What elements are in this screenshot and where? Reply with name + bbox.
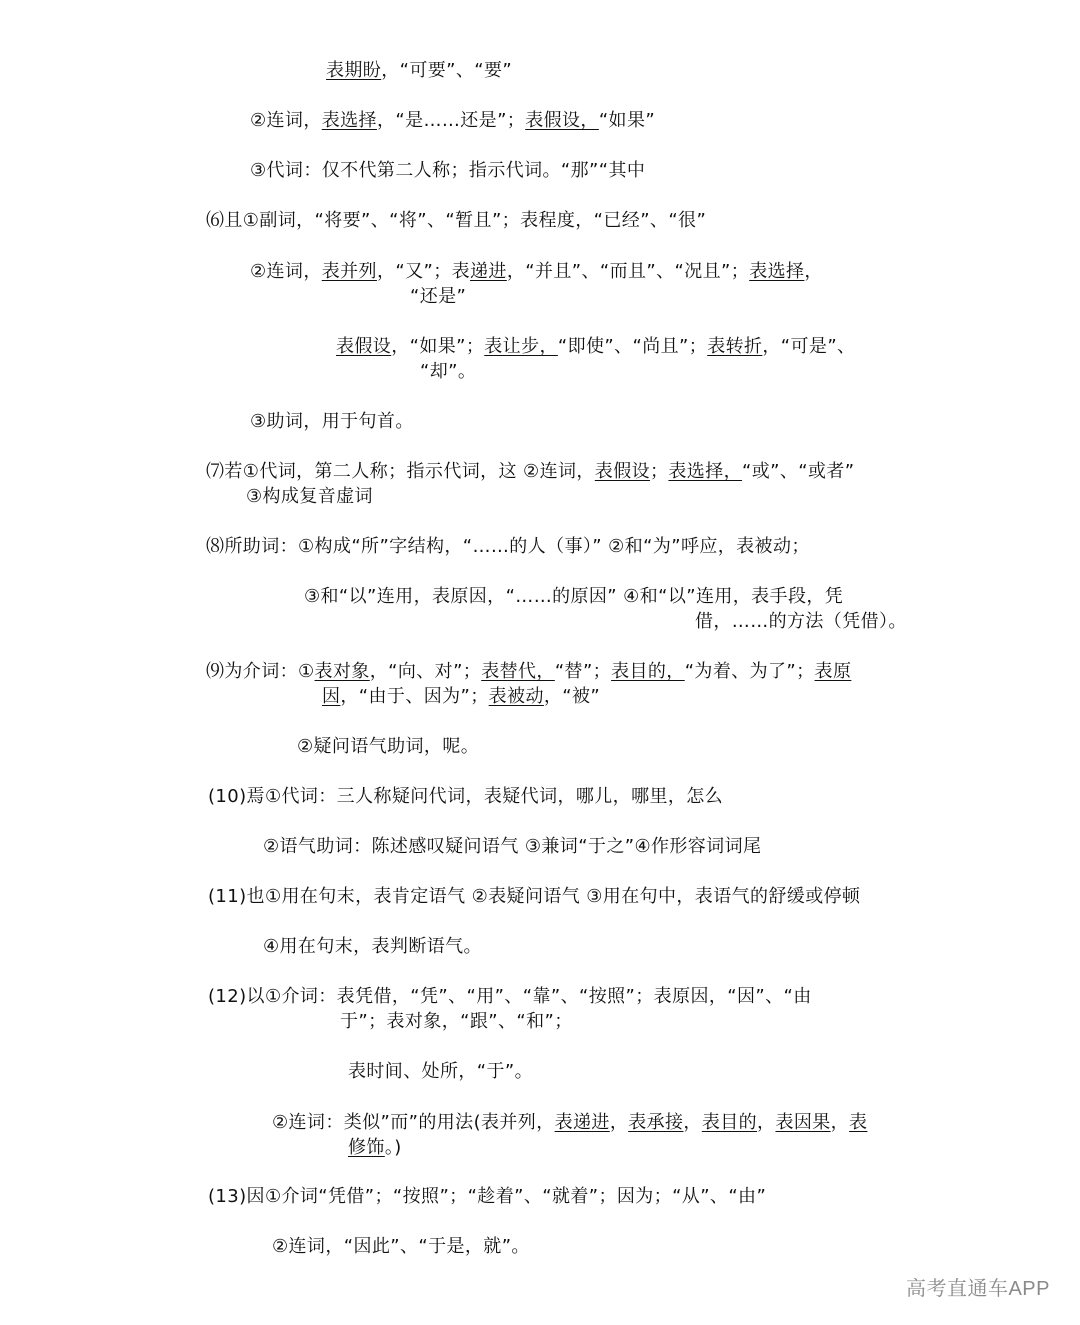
text-line: [695, 610, 907, 634]
text-line: [206, 660, 851, 684]
text-segment: ，“由于、因为”；: [340, 686, 489, 707]
text-segment: ③助词，用于句首。: [250, 411, 414, 432]
underlined-term: 表替代，: [481, 661, 555, 682]
text-line: [250, 109, 655, 133]
text-segment: ④用在句末，表判断语气。: [263, 936, 482, 957]
text-line: [304, 585, 843, 609]
underlined-term: 表让步，: [484, 336, 558, 357]
text-segment: ⑻所助词：①构成“所”字结构，“……的人（事）” ②和“为”呼应，表被动；: [206, 536, 810, 557]
watermark-text: 高考直通车APP: [905, 1278, 1050, 1300]
underlined-term: 因: [322, 686, 341, 707]
underlined-term: 表选择: [321, 110, 377, 131]
text-line: [206, 209, 706, 233]
text-segment: ，: [683, 1112, 702, 1133]
underlined-term: 表承接: [628, 1112, 684, 1133]
text-segment: ⑹且①副词，“将要”、“将”、“暂且”；表程度，“已经”、“很”: [206, 210, 707, 231]
text-line: [208, 885, 860, 909]
underlined-term: 修饰: [348, 1137, 385, 1158]
text-segment: (12)以①介词：表凭借，“凭”、“用”、“靠”、“按照”；表原因，“因”、“由: [208, 986, 812, 1007]
text-line: [263, 835, 761, 859]
underlined-term: 表假设，: [525, 110, 599, 131]
underlined-term: 表并列: [321, 261, 377, 282]
text-segment: ，“是……还是”；: [376, 110, 526, 131]
text-segment: ③和“以”连用，表原因，“……的原因” ④和“以”连用，表手段，凭: [304, 586, 844, 607]
text-line: [246, 485, 373, 509]
underlined-term: 递进: [470, 261, 507, 282]
text-segment: ③代词：仅不代第二人称；指示代词。“那”“其中: [250, 160, 646, 181]
text-segment: (10)焉①代词：三人称疑问代词，表疑代词，哪儿，哪里，怎么: [208, 786, 724, 807]
underlined-term: 表目的: [701, 1112, 758, 1133]
text-line: [208, 785, 723, 809]
text-segment: 。): [384, 1137, 402, 1158]
text-segment: ，: [804, 261, 823, 282]
text-segment: ，: [830, 1112, 850, 1133]
text-segment: ⑼为介词：①: [206, 661, 315, 682]
underlined-term: 表期盼: [326, 60, 382, 81]
text-segment: ③构成复音虚词: [246, 486, 373, 507]
text-segment: (13)因①介词“凭借”；“按照”；“趁着”、“就着”；因为；“从”、“由”: [208, 1186, 767, 1207]
text-line: [272, 1111, 867, 1135]
text-segment: ②连词：类似”而”的用法(表并列，: [272, 1112, 555, 1133]
underlined-term: 表被动: [488, 686, 544, 707]
underlined-term: 表: [849, 1112, 868, 1133]
text-line: [348, 1136, 402, 1160]
text-segment: “还是”: [410, 286, 467, 307]
underlined-term: 表原: [814, 661, 852, 682]
text-line: [206, 535, 810, 559]
text-segment: “如果”: [598, 110, 656, 131]
text-segment: “或”、“或者”: [742, 461, 855, 482]
text-segment: ②语气助词：陈述感叹疑问语气 ③兼词“于之”④作形容词词尾: [263, 836, 762, 857]
text-segment: ②疑问语气助词，呢。: [297, 736, 480, 757]
text-line: [250, 410, 414, 434]
text-line: [410, 285, 466, 309]
underlined-term: 表假设: [594, 461, 650, 482]
text-segment: “替”；: [554, 661, 612, 682]
text-line: [208, 985, 812, 1009]
text-line: [336, 335, 855, 359]
text-segment: ；: [650, 461, 669, 482]
underlined-term: 表目的，: [611, 661, 685, 682]
text-line: [250, 260, 823, 284]
text-segment: ②连词，: [250, 261, 322, 282]
text-line: [420, 360, 476, 384]
text-segment: ，: [609, 1112, 629, 1133]
text-segment: (11)也①用在句末，表肯定语气 ②表疑问语气 ③用在句中，表语气的舒缓或停顿: [208, 886, 861, 907]
text-segment: ，“向、对”；: [369, 661, 482, 682]
text-segment: ⑺若①代词，第二人称；指示代词，这 ②连词，: [206, 461, 595, 482]
text-segment: ，“被”: [543, 686, 601, 707]
text-segment: “却”。: [420, 361, 477, 382]
text-segment: ，“又”；表: [376, 261, 471, 282]
text-segment: 于”；表对象，“跟”、“和”；: [340, 1011, 573, 1032]
text-segment: “即使”、“尚且”；: [557, 336, 708, 357]
text-segment: ，“如果”；: [391, 336, 485, 357]
text-line: [326, 59, 512, 83]
text-segment: ②连词，“因此”、“于是，就”。: [272, 1236, 530, 1257]
text-segment: ，“可要”、“要”: [381, 60, 513, 81]
underlined-term: 表选择: [749, 261, 805, 282]
underlined-term: 表递进: [554, 1112, 610, 1133]
underlined-term: 表选择，: [668, 461, 743, 482]
underlined-term: 表因果: [775, 1112, 831, 1133]
text-line: [340, 1010, 573, 1034]
text-segment: ，“并且”、“而且”、“况且”；: [506, 261, 750, 282]
text-line: [322, 685, 600, 709]
text-line: [250, 159, 645, 183]
text-line: [263, 935, 482, 959]
text-segment: ，“可是”、: [762, 336, 856, 357]
underlined-term: 表假设: [336, 336, 392, 357]
text-line: [348, 1060, 533, 1084]
text-segment: ，: [757, 1112, 776, 1133]
underlined-term: 表对象: [314, 661, 370, 682]
text-segment: 表时间、处所，“于”。: [348, 1061, 534, 1082]
text-line: [206, 460, 855, 484]
text-segment: 借，……的方法（凭借）。: [695, 611, 907, 632]
text-line: [208, 1185, 766, 1209]
text-line: [272, 1235, 530, 1259]
underlined-term: 表转折: [707, 336, 763, 357]
text-segment: ②连词，: [250, 110, 322, 131]
text-line: [297, 735, 479, 759]
text-segment: “为着、为了”；: [684, 661, 815, 682]
